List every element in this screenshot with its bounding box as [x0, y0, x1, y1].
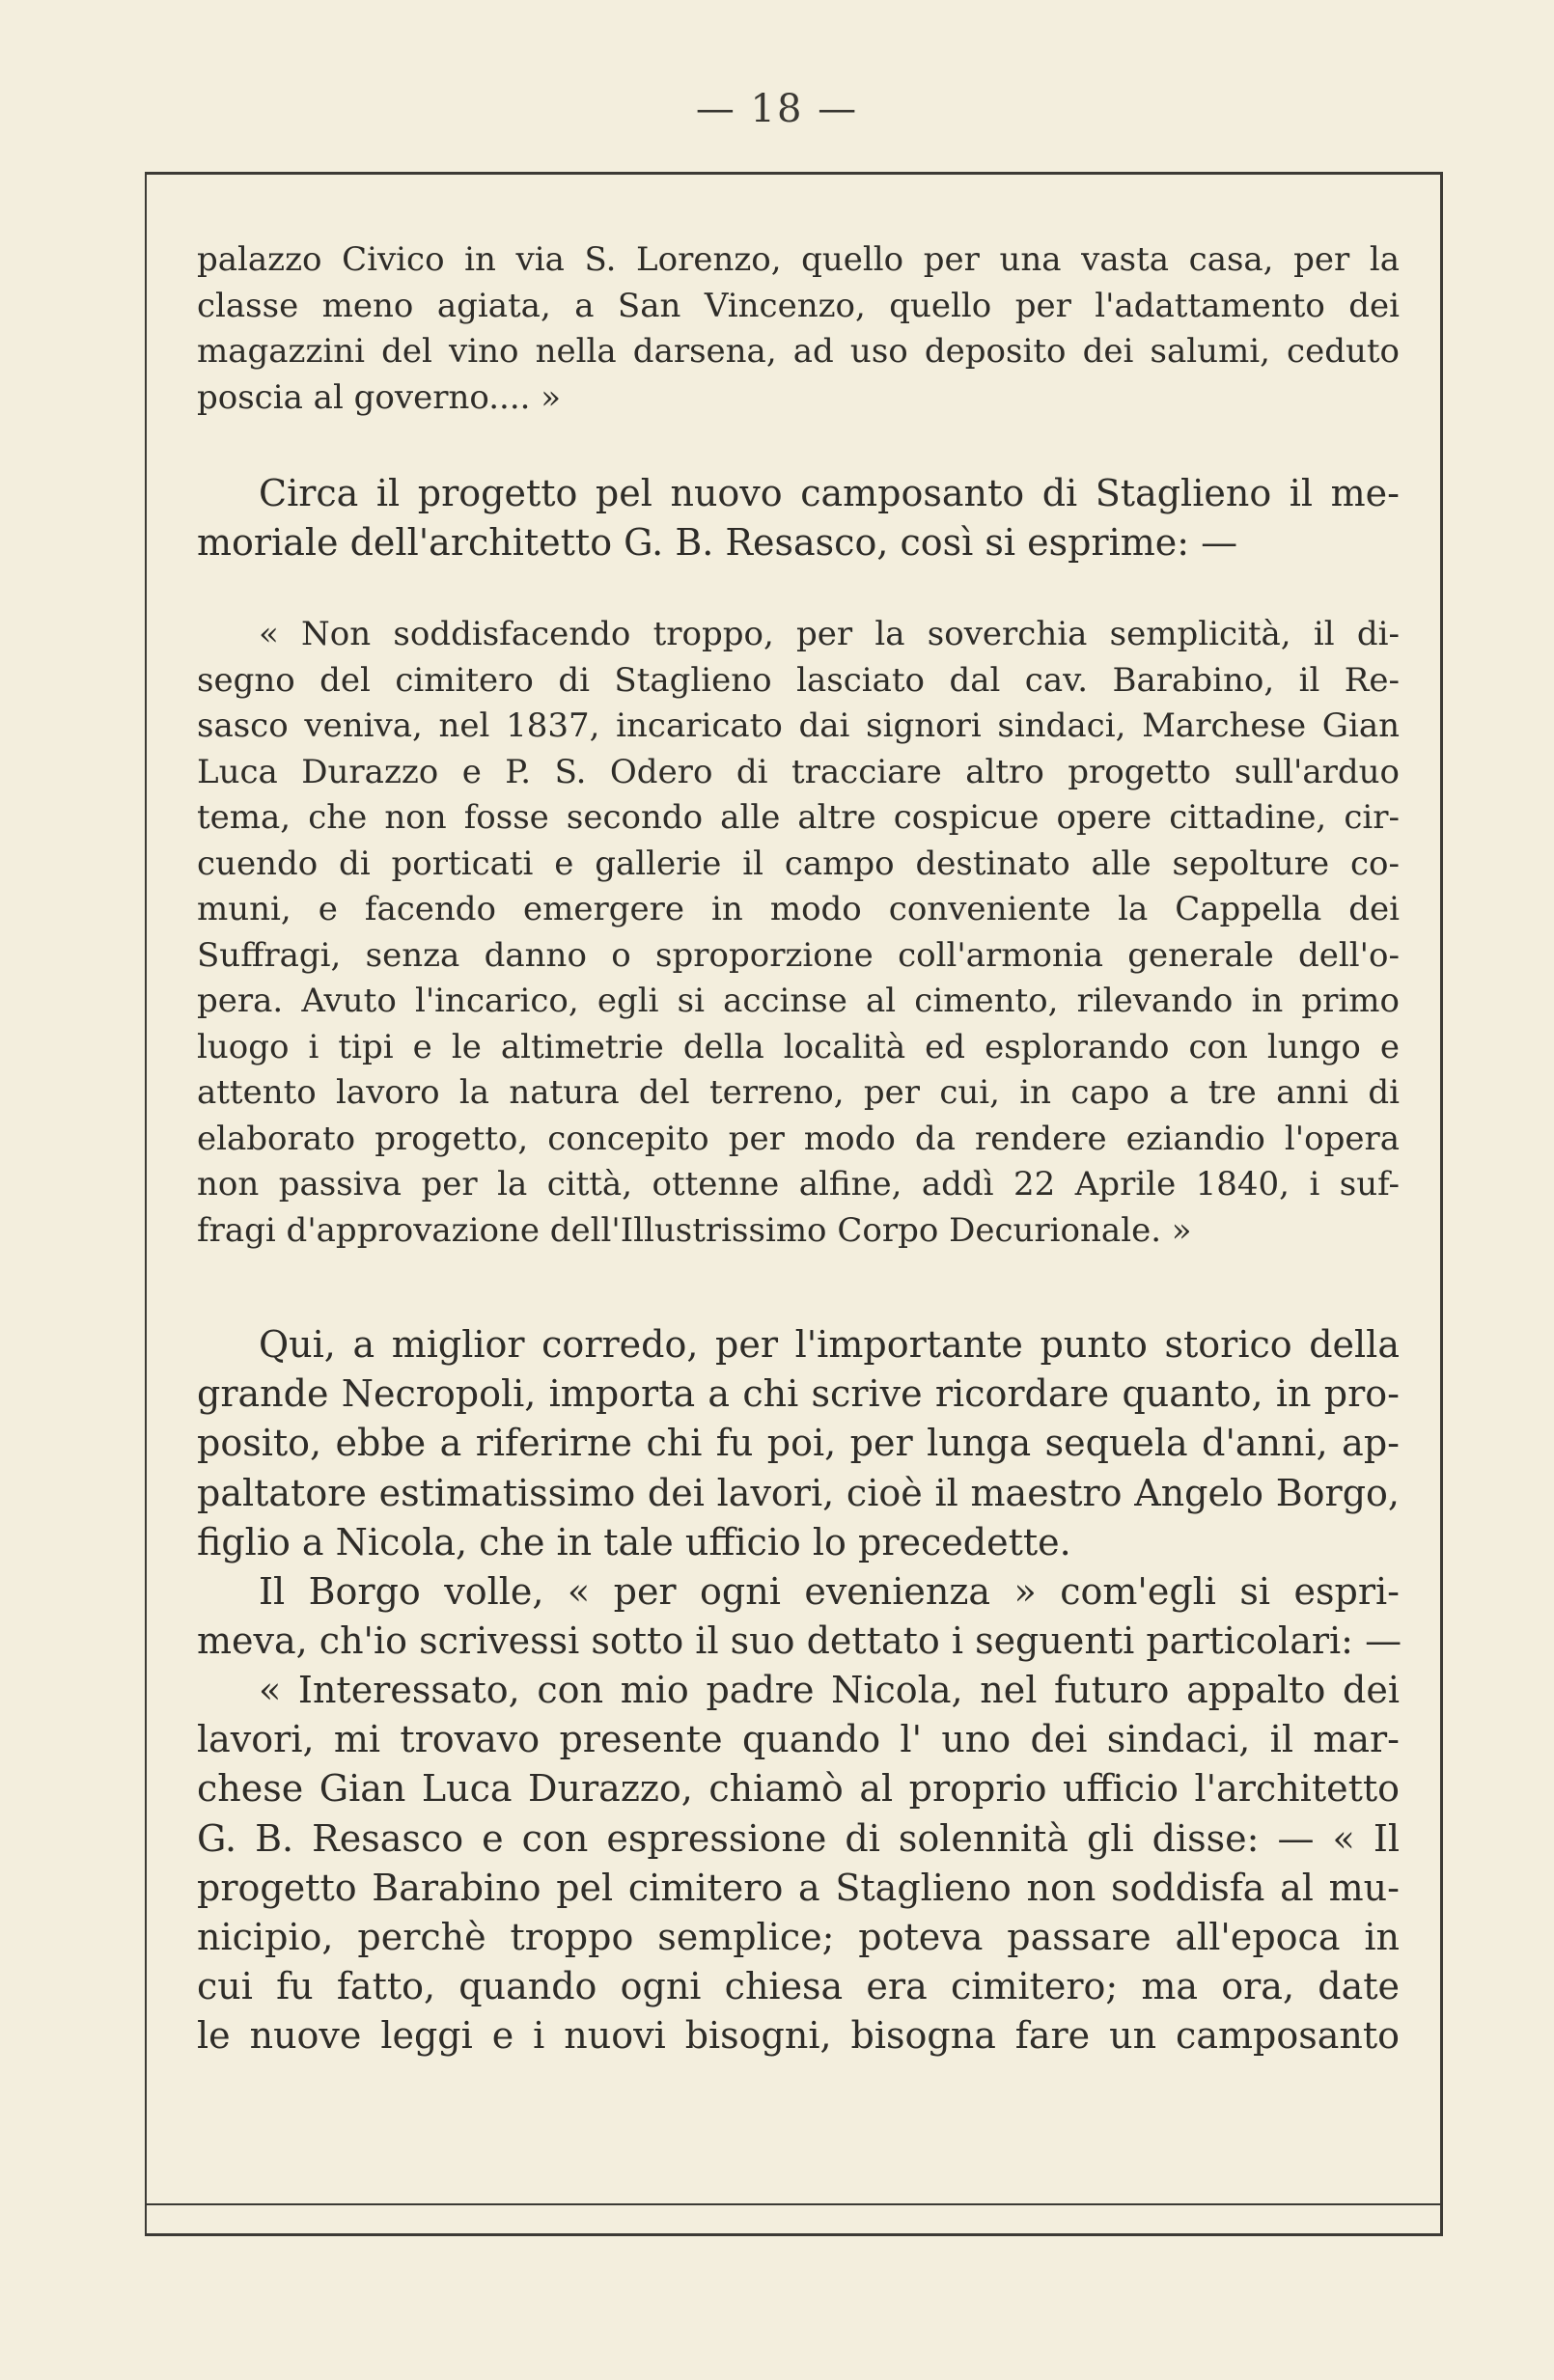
text-line: meva, ch'io scrivessi sotto il suo dettato i seguenti particolari: — — [197, 1619, 1402, 1663]
text-line: posito, ebbe a riferirne chi fu poi, per lunga sequela d'anni, ap- — [197, 1422, 1400, 1465]
text-line: G. B. Resasco e con espressione di solennità gli disse: — « Il — [197, 1816, 1400, 1860]
paragraph-continuation — [197, 237, 1400, 421]
text-line: tema, che non fosse secondo alle altre cospicue opere cittadine, cir- — [197, 798, 1400, 837]
bottom-rule-thick — [145, 2233, 1443, 2236]
text-line: « Interessato, con mio padre Nicola, nel futuro appalto dei — [259, 1669, 1400, 1711]
text-line: non passiva per la città, ottenne alfine, addì 22 Aprile 1840, i suf- — [197, 1165, 1400, 1204]
text-line: progetto Barabino pel cimitero a Staglieno non soddisfa al mu- — [197, 1866, 1400, 1909]
text-line: attento lavoro la natura del terreno, per cui, in capo a tre anni di — [197, 1073, 1400, 1112]
text-line: moriale dell'architetto G. B. Resasco, così si esprime: — — [197, 521, 1238, 565]
text-line: grande Necropoli, importa a chi scrive ricordare quanto, in pro- — [197, 1372, 1400, 1416]
text-line: poscia al governo.... » — [197, 377, 562, 417]
paragraph-borgo-intro — [197, 1320, 1400, 1567]
text-line: muni, e facendo emergere in modo conveniente la Cappella dei — [197, 890, 1400, 928]
text-line: lavori, mi trovavo presente quando l' uno dei sindaci, il mar- — [197, 1718, 1400, 1761]
text-line: classe meno agiata, a San Vincenzo, quello per l'adattamento dei — [197, 286, 1400, 325]
text-line: chese Gian Luca Durazzo, chiamò al proprio ufficio l'architetto — [197, 1767, 1400, 1811]
paragraph-borgo-quote — [197, 1666, 1400, 2062]
text-line: luogo i tipi e le altimetrie della località ed esplorando con lungo e — [197, 1027, 1400, 1066]
bottom-rule-thin — [145, 2203, 1443, 2205]
text-line: magazzini del vino nella darsena, ad uso deposito dei salumi, ceduto — [197, 332, 1400, 371]
page-number: — 18 — — [695, 87, 859, 131]
text-line: Il Borgo volle, « per ogni evenienza » com'egli si espri- — [259, 1570, 1400, 1613]
paragraph-memorial-quote — [197, 612, 1400, 1254]
text-line: cuendo di porticati e gallerie il campo destinato alle sepolture co- — [197, 844, 1400, 883]
text-line: pera. Avuto l'incarico, egli si accinse al cimento, rilevando in primo — [197, 982, 1400, 1020]
text-line: Luca Durazzo e P. S. Odero di tracciare altro progetto sull'arduo — [197, 752, 1400, 791]
text-line: Qui, a miglior corredo, per l'importante punto storico della — [259, 1323, 1400, 1366]
text-line: paltatore estimatissimo dei lavori, cioè il maestro Angelo Borgo, — [197, 1471, 1400, 1514]
text-line: Circa il progetto pel nuovo camposanto di Staglieno il me- — [259, 472, 1400, 514]
text-line: le nuove leggi e i nuovi bisogni, bisogna fare un camposanto — [197, 2014, 1400, 2058]
text-line: cui fu fatto, quando ogni chiesa era cimitero; ma ora, date — [197, 1965, 1400, 2008]
text-line: sasco veniva, nel 1837, incaricato dai signori sindaci, Marchese Gian — [197, 706, 1400, 745]
text-line: figlio a Nicola, che in tale ufficio lo precedette. — [197, 1520, 1071, 1564]
text-line: nicipio, perchè troppo semplice; poteva passare all'epoca in — [197, 1916, 1400, 1959]
paragraph-stagliano-intro — [197, 469, 1400, 567]
text-line: Suffragi, senza danno o sproporzione coll'armonia generale dell'o- — [197, 935, 1400, 975]
text-line: segno del cimitero di Staglieno lasciato dal cav. Barabino, il Re- — [197, 660, 1400, 700]
paragraph-borgo-dictation — [197, 1567, 1400, 1666]
text-line: elaborato progetto, concepito per modo da rendere eziandio l'opera — [197, 1119, 1400, 1158]
text-line: fragi d'approvazione dell'Illustrissimo Corpo Decurionale. » — [197, 1210, 1192, 1250]
text-line: palazzo Civico in via S. Lorenzo, quello per una vasta casa, per la — [197, 240, 1400, 279]
text-line: « Non soddisfacendo troppo, per la soverchia semplicità, il di- — [259, 615, 1400, 653]
